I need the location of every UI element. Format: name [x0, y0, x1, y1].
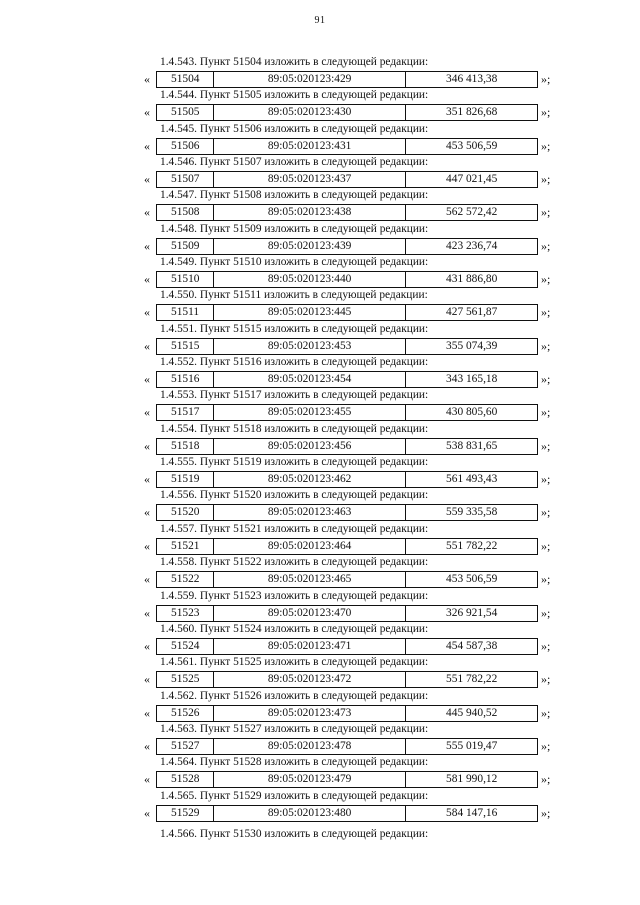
amendment-table — [156, 138, 538, 155]
amendment-row — [0, 171, 640, 188]
closing-quote: »; — [541, 505, 551, 520]
closing-quote: »; — [541, 138, 551, 153]
cadastral-number-cell: 89:05:020123:429 — [214, 72, 406, 87]
amendment-heading: 1.4.562. Пункт 51526 изложить в следующей редакции: — [160, 689, 429, 702]
opening-quote: « — [144, 572, 150, 587]
amendment-entry — [0, 388, 640, 421]
amendment-entry — [0, 789, 640, 822]
cadastral-number-cell: 89:05:020123:464 — [214, 539, 406, 554]
opening-quote: « — [144, 105, 150, 120]
opening-quote: « — [144, 272, 150, 287]
amendment-heading: 1.4.550. Пункт 51511 изложить в следующей редакции: — [160, 289, 428, 302]
opening-quote: « — [144, 72, 150, 86]
amendment-table — [156, 371, 538, 388]
amendment-heading: 1.4.548. Пункт 51509 изложить в следующей редакции: — [160, 222, 429, 235]
item-number-cell: 51519 — [157, 472, 214, 487]
cadastral-number-cell: 89:05:020123:470 — [214, 606, 406, 621]
amendment-entry — [0, 55, 640, 88]
cadastral-value-cell: 538 831,65 — [446, 439, 498, 452]
amendment-heading: 1.4.553. Пункт 51517 изложить в следующей редакции: — [160, 389, 429, 402]
opening-quote: « — [144, 505, 150, 520]
amendment-table — [156, 504, 538, 521]
amendment-entry — [0, 188, 640, 221]
closing-quote: »; — [541, 805, 551, 820]
amendment-row — [0, 371, 640, 388]
amendment-entry — [0, 422, 640, 455]
item-number-cell: 51525 — [157, 672, 214, 687]
amendment-table — [156, 304, 538, 321]
item-number-cell: 51508 — [157, 205, 214, 220]
cadastral-value-cell: 584 147,16 — [446, 806, 498, 819]
opening-quote: « — [144, 305, 150, 320]
item-number-cell: 51529 — [157, 806, 214, 821]
amendment-row — [0, 438, 640, 455]
amendment-row — [0, 104, 640, 121]
amendment-heading: 1.4.552. Пункт 51516 изложить в следующей редакции: — [160, 356, 429, 369]
opening-quote: « — [144, 638, 150, 653]
amendment-heading: 1.4.556. Пункт 51520 изложить в следующей редакции: — [160, 489, 429, 502]
item-number-cell: 51515 — [157, 339, 214, 354]
amendment-row — [0, 538, 640, 555]
closing-quote: »; — [541, 305, 551, 320]
item-number-cell: 51518 — [157, 439, 214, 454]
closing-quote: »; — [541, 338, 551, 353]
item-number-cell: 51526 — [157, 706, 214, 721]
item-number-cell: 51506 — [157, 139, 214, 154]
amendment-heading: 1.4.555. Пункт 51519 изложить в следующей редакции: — [160, 456, 429, 469]
cadastral-value-cell: 355 074,39 — [446, 339, 498, 352]
closing-quote: »; — [541, 205, 551, 220]
opening-quote: « — [144, 772, 150, 787]
amendment-entry — [0, 88, 640, 121]
cadastral-number-cell: 89:05:020123:462 — [214, 472, 406, 487]
page-number: 91 — [314, 15, 326, 26]
amendment-heading-last: 1.4.566. Пункт 51530 изложить в следующей редакции: — [160, 828, 429, 840]
cadastral-number-cell: 89:05:020123:456 — [214, 439, 406, 454]
amendment-entry — [0, 689, 640, 722]
cadastral-number-cell: 89:05:020123:453 — [214, 339, 406, 354]
amendment-entry — [0, 655, 640, 688]
cadastral-value-cell: 343 165,18 — [446, 373, 498, 386]
amendment-entry — [0, 522, 640, 555]
opening-quote: « — [144, 338, 150, 353]
closing-quote: »; — [541, 272, 551, 287]
amendment-table — [156, 171, 538, 188]
item-number-cell: 51520 — [157, 505, 214, 520]
amendment-row — [0, 204, 640, 221]
amendment-heading: 1.4.557. Пункт 51521 изложить в следующей редакции: — [160, 522, 429, 535]
amendment-table — [156, 271, 538, 288]
cadastral-value-cell: 346 413,38 — [446, 73, 498, 85]
cadastral-number-cell: 89:05:020123:478 — [214, 739, 406, 754]
amendment-table — [156, 104, 538, 121]
amendment-row — [0, 771, 640, 788]
amendment-table — [156, 71, 538, 88]
amendment-row — [0, 138, 640, 155]
cadastral-value-cell: 430 805,60 — [446, 406, 498, 419]
opening-quote: « — [144, 172, 150, 187]
amendment-heading: 1.4.546. Пункт 51507 изложить в следующей редакции: — [160, 156, 429, 169]
item-number-cell: 51523 — [157, 606, 214, 621]
closing-quote: »; — [541, 605, 551, 620]
amendment-row — [0, 605, 640, 622]
amendment-row — [0, 71, 640, 88]
item-number-cell: 51505 — [157, 105, 214, 120]
amendment-table — [156, 671, 538, 688]
cadastral-value-cell: 559 335,58 — [446, 506, 498, 519]
cadastral-value-cell: 423 236,74 — [446, 239, 498, 252]
cadastral-number-cell: 89:05:020123:445 — [214, 305, 406, 320]
amendment-heading: 1.4.563. Пункт 51527 изложить в следующей редакции: — [160, 722, 429, 735]
item-number-cell: 51521 — [157, 539, 214, 554]
amendment-table — [156, 204, 538, 221]
cadastral-number-cell: 89:05:020123:437 — [214, 172, 406, 187]
amendment-row — [0, 705, 640, 722]
cadastral-value-cell: 562 572,42 — [446, 206, 498, 219]
amendment-table — [156, 805, 538, 822]
closing-quote: »; — [541, 172, 551, 187]
cadastral-number-cell: 89:05:020123:431 — [214, 139, 406, 154]
cadastral-number-cell: 89:05:020123:471 — [214, 639, 406, 654]
opening-quote: « — [144, 138, 150, 153]
item-number-cell: 51511 — [157, 305, 214, 320]
item-number-cell: 51516 — [157, 372, 214, 387]
amendment-entry — [0, 455, 640, 488]
item-number-cell: 51504 — [157, 72, 214, 87]
amendment-heading: 1.4.551. Пункт 51515 изложить в следующей редакции: — [160, 322, 429, 335]
closing-quote: »; — [541, 405, 551, 420]
amendment-row — [0, 238, 640, 255]
amendment-table — [156, 238, 538, 255]
item-number-cell: 51528 — [157, 772, 214, 787]
item-number-cell: 51517 — [157, 405, 214, 420]
amendment-heading: 1.4.560. Пункт 51524 изложить в следующей редакции: — [160, 622, 429, 635]
amendment-table — [156, 605, 538, 622]
amendment-row — [0, 304, 640, 321]
amendment-entry — [0, 355, 640, 388]
cadastral-number-cell: 89:05:020123:454 — [214, 372, 406, 387]
amendment-entry — [0, 589, 640, 622]
opening-quote: « — [144, 438, 150, 453]
amendment-heading: 1.4.564. Пункт 51528 изложить в следующей редакции: — [160, 756, 429, 769]
amendment-entry — [0, 755, 640, 788]
closing-quote: »; — [541, 438, 551, 453]
cadastral-value-cell: 561 493,43 — [446, 473, 498, 486]
amendment-entry — [0, 122, 640, 155]
closing-quote: »; — [541, 672, 551, 687]
amendment-row — [0, 338, 640, 355]
cadastral-number-cell: 89:05:020123:463 — [214, 505, 406, 520]
cadastral-value-cell: 581 990,12 — [446, 773, 498, 786]
cadastral-value-cell: 445 940,52 — [446, 706, 498, 719]
amendment-heading: 1.4.545. Пункт 51506 изложить в следующей редакции: — [160, 122, 429, 135]
opening-quote: « — [144, 605, 150, 620]
cadastral-value-cell: 454 587,38 — [446, 639, 498, 652]
cadastral-number-cell: 89:05:020123:479 — [214, 772, 406, 787]
closing-quote: »; — [541, 538, 551, 553]
amendment-entry — [0, 222, 640, 255]
amendment-table — [156, 338, 538, 355]
amendment-entry — [0, 255, 640, 288]
cadastral-number-cell: 89:05:020123:440 — [214, 272, 406, 287]
closing-quote: »; — [541, 238, 551, 253]
amendment-table — [156, 638, 538, 655]
amendment-table — [156, 404, 538, 421]
amendment-entry — [0, 622, 640, 655]
cadastral-value-cell: 551 782,22 — [446, 539, 498, 552]
closing-quote: »; — [541, 572, 551, 587]
amendment-entry — [0, 322, 640, 355]
cadastral-value-cell: 551 782,22 — [446, 673, 498, 686]
amendment-table — [156, 771, 538, 788]
opening-quote: « — [144, 205, 150, 220]
amendment-table — [156, 738, 538, 755]
amendment-heading: 1.4.549. Пункт 51510 изложить в следующей редакции: — [160, 256, 429, 269]
amendment-entry — [0, 288, 640, 321]
opening-quote: « — [144, 238, 150, 253]
amendment-row — [0, 671, 640, 688]
cadastral-number-cell: 89:05:020123:438 — [214, 205, 406, 220]
opening-quote: « — [144, 705, 150, 720]
closing-quote: »; — [541, 72, 551, 86]
amendment-row — [0, 471, 640, 488]
cadastral-number-cell: 89:05:020123:465 — [214, 572, 406, 587]
cadastral-value-cell: 351 826,68 — [446, 106, 498, 119]
amendment-table — [156, 571, 538, 588]
opening-quote: « — [144, 738, 150, 753]
opening-quote: « — [144, 405, 150, 420]
cadastral-number-cell: 89:05:020123:439 — [214, 239, 406, 254]
item-number-cell: 51510 — [157, 272, 214, 287]
amendment-table — [156, 471, 538, 488]
opening-quote: « — [144, 538, 150, 553]
amendment-row — [0, 571, 640, 588]
cadastral-value-cell: 453 506,59 — [446, 139, 498, 152]
cadastral-value-cell: 453 506,59 — [446, 573, 498, 586]
amendment-heading: 1.4.558. Пункт 51522 изложить в следующей редакции: — [160, 556, 429, 569]
amendment-row — [0, 271, 640, 288]
amendment-heading: 1.4.543. Пункт 51504 изложить в следующей редакции: — [160, 56, 429, 68]
amendment-list — [0, 55, 640, 822]
cadastral-number-cell: 89:05:020123:472 — [214, 672, 406, 687]
item-number-cell: 51522 — [157, 572, 214, 587]
amendment-entry — [0, 155, 640, 188]
cadastral-value-cell: 555 019,47 — [446, 739, 498, 752]
amendment-heading: 1.4.559. Пункт 51523 изложить в следующей редакции: — [160, 589, 429, 602]
closing-quote: »; — [541, 705, 551, 720]
item-number-cell: 51524 — [157, 639, 214, 654]
amendment-table — [156, 538, 538, 555]
amendment-entry — [0, 555, 640, 588]
amendment-row — [0, 504, 640, 521]
amendment-row — [0, 404, 640, 421]
cadastral-value-cell: 326 921,54 — [446, 606, 498, 619]
amendment-heading: 1.4.554. Пункт 51518 изложить в следующей редакции: — [160, 422, 429, 435]
cadastral-number-cell: 89:05:020123:455 — [214, 405, 406, 420]
closing-quote: »; — [541, 638, 551, 653]
cadastral-value-cell: 427 561,87 — [446, 306, 498, 319]
amendment-heading: 1.4.544. Пункт 51505 изложить в следующей редакции: — [160, 89, 429, 102]
closing-quote: »; — [541, 472, 551, 487]
amendment-table — [156, 705, 538, 722]
cadastral-value-cell: 431 886,80 — [446, 273, 498, 286]
amendment-heading: 1.4.565. Пункт 51529 изложить в следующей редакции: — [160, 789, 429, 802]
amendment-row — [0, 805, 640, 822]
amendment-row — [0, 738, 640, 755]
opening-quote: « — [144, 372, 150, 387]
closing-quote: »; — [541, 738, 551, 753]
item-number-cell: 51509 — [157, 239, 214, 254]
cadastral-number-cell: 89:05:020123:480 — [214, 806, 406, 821]
amendment-entry — [0, 488, 640, 521]
opening-quote: « — [144, 805, 150, 820]
closing-quote: »; — [541, 772, 551, 787]
cadastral-number-cell: 89:05:020123:473 — [214, 706, 406, 721]
closing-quote: »; — [541, 372, 551, 387]
item-number-cell: 51507 — [157, 172, 214, 187]
amendment-table — [156, 438, 538, 455]
amendment-row — [0, 638, 640, 655]
cadastral-number-cell: 89:05:020123:430 — [214, 105, 406, 120]
amendment-heading: 1.4.547. Пункт 51508 изложить в следующей редакции: — [160, 189, 429, 202]
amendment-heading: 1.4.561. Пункт 51525 изложить в следующей редакции: — [160, 656, 429, 669]
item-number-cell: 51527 — [157, 739, 214, 754]
closing-quote: »; — [541, 105, 551, 120]
opening-quote: « — [144, 472, 150, 487]
cadastral-value-cell: 447 021,45 — [446, 173, 498, 186]
amendment-entry — [0, 722, 640, 755]
opening-quote: « — [144, 672, 150, 687]
